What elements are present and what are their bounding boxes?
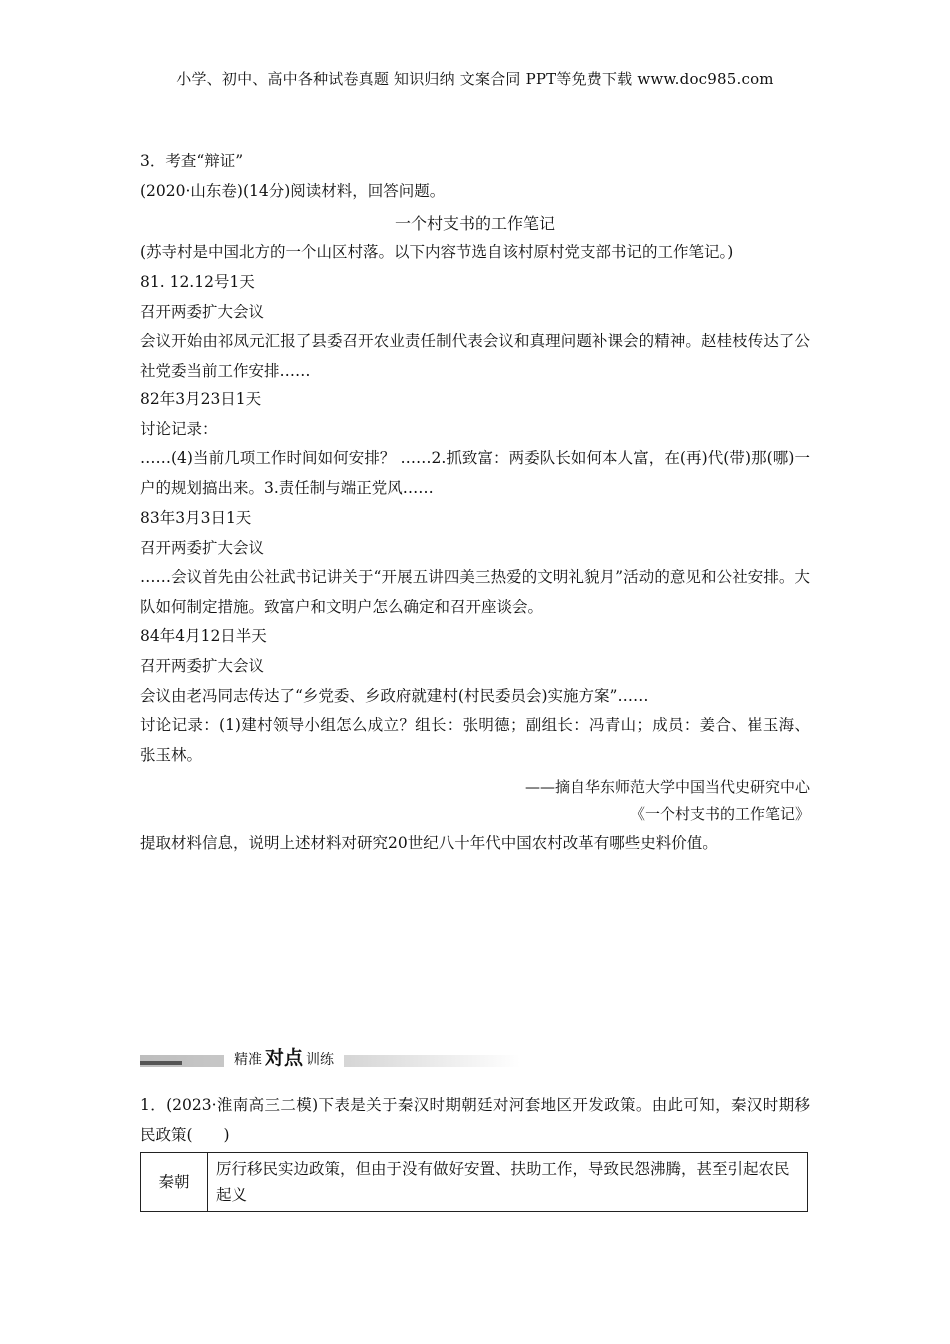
banner-title — [224, 1042, 344, 1076]
entry-date: 84年4月12日半天 — [140, 627, 267, 645]
practice-banner — [140, 1042, 520, 1074]
table-cell-dynasty: 秦朝 — [141, 1153, 208, 1212]
entry-line: ……(4)当前几项工作时间如何安排？ ……2.抓致富：两委队长如何本人富，在(再)代(带)那(哪)一户的规划搞出来。3.责任制与端正党风…… — [140, 449, 810, 497]
page-header: 小学、初中、高中各种试卷真题 知识归纳 文案合同 PPT等免费下载 www.doc985.com — [176, 70, 774, 88]
banner-word-emphasis: 对点 — [265, 1047, 304, 1069]
document-title: 一个村支书的工作笔记 — [394, 214, 555, 233]
question-1-text: 1．(2023·淮南高三二模)下表是关于秦汉时期朝廷对河套地区开发政策。由此可知，秦汉时期移民政策( ) — [140, 1096, 810, 1144]
banner-word: 训练 — [306, 1052, 335, 1068]
question-prompt: 提取材料信息，说明上述材料对研究20世纪八十年代中国农村改革有哪些史料价值。 — [140, 834, 718, 852]
entry-line: 会议开始由祁凤元汇报了县委召开农业责任制代表会议和真理问题补课会的精神。赵桂枝传达了公社党委当前工作安排…… — [140, 332, 810, 380]
entry-line: 召开两委扩大会议 — [140, 657, 265, 675]
policy-table — [140, 1152, 808, 1212]
banner-bar-accent — [140, 1061, 182, 1065]
document-intro: (苏寺村是中国北方的一个山区村落。以下内容节选自该村原村党支部书记的工作笔记。) — [140, 243, 734, 261]
entry-line: 讨论记录：(1)建村领导小组怎么成立？组长：张明德；副组长：冯青山；成员：姜合、崔玉海、张玉林。 — [140, 716, 810, 764]
question-source: (2020·山东卷)(14分)阅读材料，回答问题。 — [140, 182, 446, 200]
section-title: 3．考查“辩证” — [140, 152, 244, 170]
entry-line: ……会议首先由公社武书记讲关于“开展五讲四美三热爱的文明礼貌月”活动的意见和公社安排。大队如何制定措施。致富户和文明户怎么确定和召开座谈会。 — [140, 568, 810, 616]
entry-line: 讨论记录： — [140, 420, 218, 438]
banner-word: 精准 — [234, 1052, 262, 1068]
entry-line: 会议由老冯同志传达了“乡党委、乡政府就建村(村民委员会)实施方案”…… — [140, 687, 649, 705]
table-row — [141, 1153, 808, 1212]
entry-date: 83年3月3日1天 — [140, 509, 252, 527]
entry-date: 81. 12.12号1天 — [140, 273, 255, 291]
entry-date: 82年3月23日1天 — [140, 390, 262, 408]
table-cell-policy: 厉行移民实边政策，但由于没有做好安置、扶助工作，导致民怨沸腾，甚至引起农民起义 — [208, 1153, 808, 1212]
citation-title: 《一个村支书的工作笔记》 — [629, 805, 810, 823]
entry-line: 召开两委扩大会议 — [140, 303, 265, 321]
citation-source: ——摘自华东师范大学中国当代史研究中心 — [524, 778, 810, 796]
entry-line: 召开两委扩大会议 — [140, 539, 265, 557]
